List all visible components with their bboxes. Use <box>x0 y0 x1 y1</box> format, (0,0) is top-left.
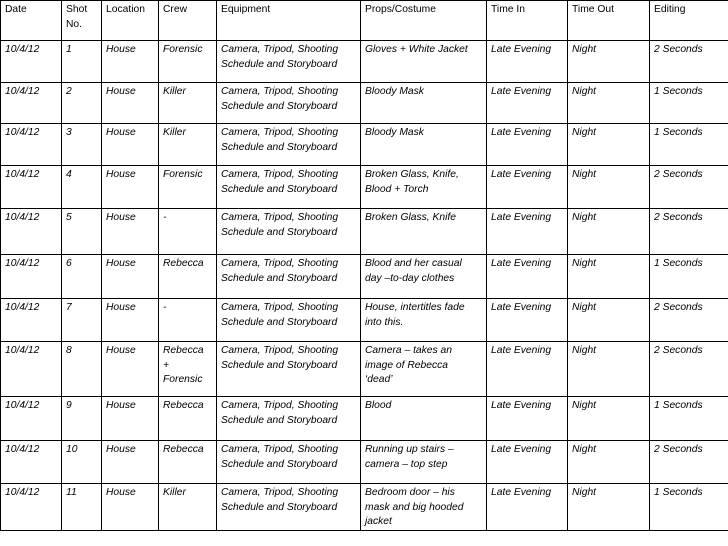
cell-date: 10/4/12 <box>1 441 62 484</box>
cell-crew <box>159 41 217 83</box>
table-row <box>1 41 728 83</box>
cell-equipment <box>217 342 361 397</box>
cell-time-out: Night <box>568 255 650 299</box>
cell-time-out: Night <box>568 83 650 124</box>
cell-time-in: Late Evening <box>487 41 568 83</box>
cell-props-costume-line: Blood + Torch <box>365 183 429 195</box>
cell-time-out: Night <box>568 397 650 441</box>
cell-props-costume <box>361 209 487 255</box>
cell-equipment <box>217 441 361 484</box>
cell-equipment-line: Camera, Tripod, Shooting <box>221 169 339 180</box>
cell-shot-no: 6 <box>62 255 102 299</box>
cell-time-in: Late Evening <box>487 441 568 484</box>
cell-editing: 1 Seconds <box>650 397 728 441</box>
cell-date: 10/4/12 <box>1 209 62 255</box>
cell-date: 10/4/12 <box>1 299 62 342</box>
cell-time-out: Night <box>568 299 650 342</box>
cell-props-costume-line: Running up stairs – <box>365 444 454 455</box>
cell-editing: 1 Seconds <box>650 484 728 531</box>
header-date: Date <box>1 1 62 41</box>
cell-location: House <box>102 342 159 397</box>
cell-props-costume <box>361 166 487 209</box>
cell-shot-no: 11 <box>62 484 102 531</box>
table-row <box>1 397 728 441</box>
cell-props-costume-line: Bedroom door – his <box>365 487 455 498</box>
cell-props-costume-line: jacket <box>365 516 392 527</box>
cell-crew-line: Forensic <box>163 44 203 55</box>
cell-equipment <box>217 299 361 342</box>
cell-date: 10/4/12 <box>1 484 62 531</box>
cell-date: 10/4/12 <box>1 124 62 166</box>
cell-equipment-line: Camera, Tripod, Shooting <box>221 302 339 313</box>
table-row <box>1 124 728 166</box>
cell-shot-no: 3 <box>62 124 102 166</box>
cell-time-in: Late Evening <box>487 209 568 255</box>
cell-props-costume-line: Broken Glass, Knife, <box>365 169 459 180</box>
cell-crew <box>159 255 217 299</box>
cell-crew <box>159 166 217 209</box>
cell-props-costume-line: Camera – takes an <box>365 345 452 356</box>
cell-date: 10/4/12 <box>1 255 62 299</box>
cell-equipment-line: Schedule and Storyboard <box>221 183 338 195</box>
cell-props-costume <box>361 124 487 166</box>
cell-equipment-line: Camera, Tripod, Shooting <box>221 400 339 411</box>
cell-equipment-line: Camera, Tripod, Shooting <box>221 444 339 455</box>
cell-crew-line: Killer <box>163 487 186 498</box>
cell-props-costume <box>361 441 487 484</box>
cell-crew <box>159 484 217 531</box>
cell-time-out: Night <box>568 124 650 166</box>
cell-crew <box>159 209 217 255</box>
cell-crew <box>159 299 217 342</box>
cell-editing: 2 Seconds <box>650 342 728 397</box>
cell-location: House <box>102 166 159 209</box>
cell-time-in: Late Evening <box>487 83 568 124</box>
cell-date: 10/4/12 <box>1 83 62 124</box>
cell-time-in: Late Evening <box>487 397 568 441</box>
header-shot-line2: No. <box>66 18 83 30</box>
cell-time-in: Late Evening <box>487 484 568 531</box>
cell-props-costume-line: into this. <box>365 316 404 328</box>
cell-location: House <box>102 397 159 441</box>
cell-props-costume-line: House, intertitles fade <box>365 302 465 313</box>
cell-equipment-line: Camera, Tripod, Shooting <box>221 127 339 138</box>
cell-crew-line: Rebecca <box>163 444 204 455</box>
cell-crew-line: - <box>163 302 167 313</box>
cell-props-costume-line: Bloody Mask <box>365 127 424 138</box>
table-row <box>1 441 728 484</box>
cell-location: House <box>102 255 159 299</box>
cell-date: 10/4/12 <box>1 166 62 209</box>
cell-location: House <box>102 299 159 342</box>
cell-editing: 2 Seconds <box>650 299 728 342</box>
cell-equipment-line: Schedule and Storyboard <box>221 458 338 470</box>
cell-equipment-line: Schedule and Storyboard <box>221 501 338 513</box>
header-crew: Crew <box>159 1 217 41</box>
cell-equipment-line: Schedule and Storyboard <box>221 58 338 70</box>
table-row <box>1 209 728 255</box>
cell-editing: 1 Seconds <box>650 255 728 299</box>
cell-editing: 1 Seconds <box>650 124 728 166</box>
cell-time-out: Night <box>568 484 650 531</box>
cell-equipment-line: Camera, Tripod, Shooting <box>221 86 339 97</box>
cell-crew-line: Killer <box>163 86 186 97</box>
cell-location: House <box>102 484 159 531</box>
header-location: Location <box>102 1 159 41</box>
cell-props-costume <box>361 255 487 299</box>
cell-props-costume-line: Blood and her casual <box>365 258 462 269</box>
cell-equipment-line: Schedule and Storyboard <box>221 359 338 371</box>
cell-time-in: Late Evening <box>487 342 568 397</box>
cell-props-costume-line: Broken Glass, Knife <box>365 212 456 223</box>
header-shot-line1: Shot <box>66 4 88 15</box>
cell-equipment-line: Camera, Tripod, Shooting <box>221 345 339 356</box>
cell-props-costume-line: Blood <box>365 400 392 411</box>
header-props-costume: Props/Costume <box>361 1 487 41</box>
cell-props-costume-line: Bloody Mask <box>365 86 424 97</box>
cell-props-costume-line: Gloves + White Jacket <box>365 44 468 55</box>
cell-crew <box>159 83 217 124</box>
cell-equipment <box>217 209 361 255</box>
cell-props-costume <box>361 397 487 441</box>
cell-props-costume <box>361 41 487 83</box>
cell-equipment <box>217 124 361 166</box>
cell-crew <box>159 441 217 484</box>
cell-time-in: Late Evening <box>487 124 568 166</box>
cell-props-costume <box>361 83 487 124</box>
cell-time-out: Night <box>568 166 650 209</box>
cell-editing: 2 Seconds <box>650 41 728 83</box>
cell-editing: 2 Seconds <box>650 166 728 209</box>
cell-props-costume <box>361 484 487 531</box>
cell-equipment-line: Schedule and Storyboard <box>221 414 338 426</box>
cell-time-in: Late Evening <box>487 166 568 209</box>
cell-editing: 2 Seconds <box>650 441 728 484</box>
header-row <box>1 1 728 41</box>
header-editing: Editing <box>650 1 728 41</box>
cell-props-costume-line: camera – top step <box>365 458 448 470</box>
header-time-out: Time Out <box>568 1 650 41</box>
cell-shot-no: 7 <box>62 299 102 342</box>
cell-equipment-line: Camera, Tripod, Shooting <box>221 212 339 223</box>
cell-shot-no: 9 <box>62 397 102 441</box>
cell-location: House <box>102 441 159 484</box>
cell-crew-line: Killer <box>163 127 186 138</box>
table-body <box>1 41 728 531</box>
cell-equipment-line: Schedule and Storyboard <box>221 226 338 238</box>
cell-equipment-line: Schedule and Storyboard <box>221 141 338 153</box>
cell-date: 10/4/12 <box>1 342 62 397</box>
cell-equipment-line: Camera, Tripod, Shooting <box>221 44 339 55</box>
cell-props-costume <box>361 342 487 397</box>
cell-shot-no: 2 <box>62 83 102 124</box>
cell-crew-line: - <box>163 212 167 223</box>
cell-crew <box>159 124 217 166</box>
cell-equipment-line: Schedule and Storyboard <box>221 272 338 284</box>
cell-date: 10/4/12 <box>1 397 62 441</box>
cell-shot-no: 4 <box>62 166 102 209</box>
cell-equipment <box>217 83 361 124</box>
table-row <box>1 342 728 397</box>
cell-time-in: Late Evening <box>487 299 568 342</box>
cell-equipment-line: Camera, Tripod, Shooting <box>221 258 339 269</box>
cell-equipment <box>217 397 361 441</box>
header-shot-no <box>62 1 102 41</box>
cell-shot-no: 8 <box>62 342 102 397</box>
cell-props-costume-line: ‘dead’ <box>365 374 393 385</box>
cell-time-out: Night <box>568 209 650 255</box>
cell-editing: 1 Seconds <box>650 83 728 124</box>
cell-shot-no: 1 <box>62 41 102 83</box>
cell-props-costume-line: mask and big hooded <box>365 501 464 513</box>
cell-crew-line: Forensic <box>163 169 203 180</box>
cell-location: House <box>102 41 159 83</box>
cell-equipment-line: Schedule and Storyboard <box>221 100 338 112</box>
header-equipment: Equipment <box>217 1 361 41</box>
cell-equipment <box>217 41 361 83</box>
table-row <box>1 299 728 342</box>
cell-time-in: Late Evening <box>487 255 568 299</box>
cell-editing: 2 Seconds <box>650 209 728 255</box>
cell-shot-no: 5 <box>62 209 102 255</box>
cell-crew <box>159 397 217 441</box>
cell-crew-line: + <box>163 359 170 371</box>
cell-shot-no: 10 <box>62 441 102 484</box>
table-row <box>1 484 728 531</box>
cell-crew-line: Rebecca <box>163 258 204 269</box>
cell-props-costume-line: day –to-day clothes <box>365 272 455 284</box>
cell-equipment <box>217 166 361 209</box>
header-time-in: Time In <box>487 1 568 41</box>
table-row <box>1 166 728 209</box>
cell-equipment <box>217 484 361 531</box>
table-row <box>1 255 728 299</box>
cell-crew-line: Rebecca <box>163 400 204 411</box>
cell-time-out: Night <box>568 342 650 397</box>
cell-time-out: Night <box>568 41 650 83</box>
cell-time-out: Night <box>568 441 650 484</box>
cell-equipment-line: Schedule and Storyboard <box>221 316 338 328</box>
cell-crew <box>159 342 217 397</box>
cell-crew-line: Forensic <box>163 374 203 385</box>
cell-location: House <box>102 209 159 255</box>
table-row <box>1 83 728 124</box>
cell-equipment <box>217 255 361 299</box>
cell-equipment-line: Camera, Tripod, Shooting <box>221 487 339 498</box>
cell-location: House <box>102 83 159 124</box>
cell-props-costume <box>361 299 487 342</box>
cell-props-costume-line: image of Rebecca <box>365 359 448 371</box>
cell-crew-line: Rebecca <box>163 345 204 356</box>
cell-location: House <box>102 124 159 166</box>
cell-date: 10/4/12 <box>1 41 62 83</box>
